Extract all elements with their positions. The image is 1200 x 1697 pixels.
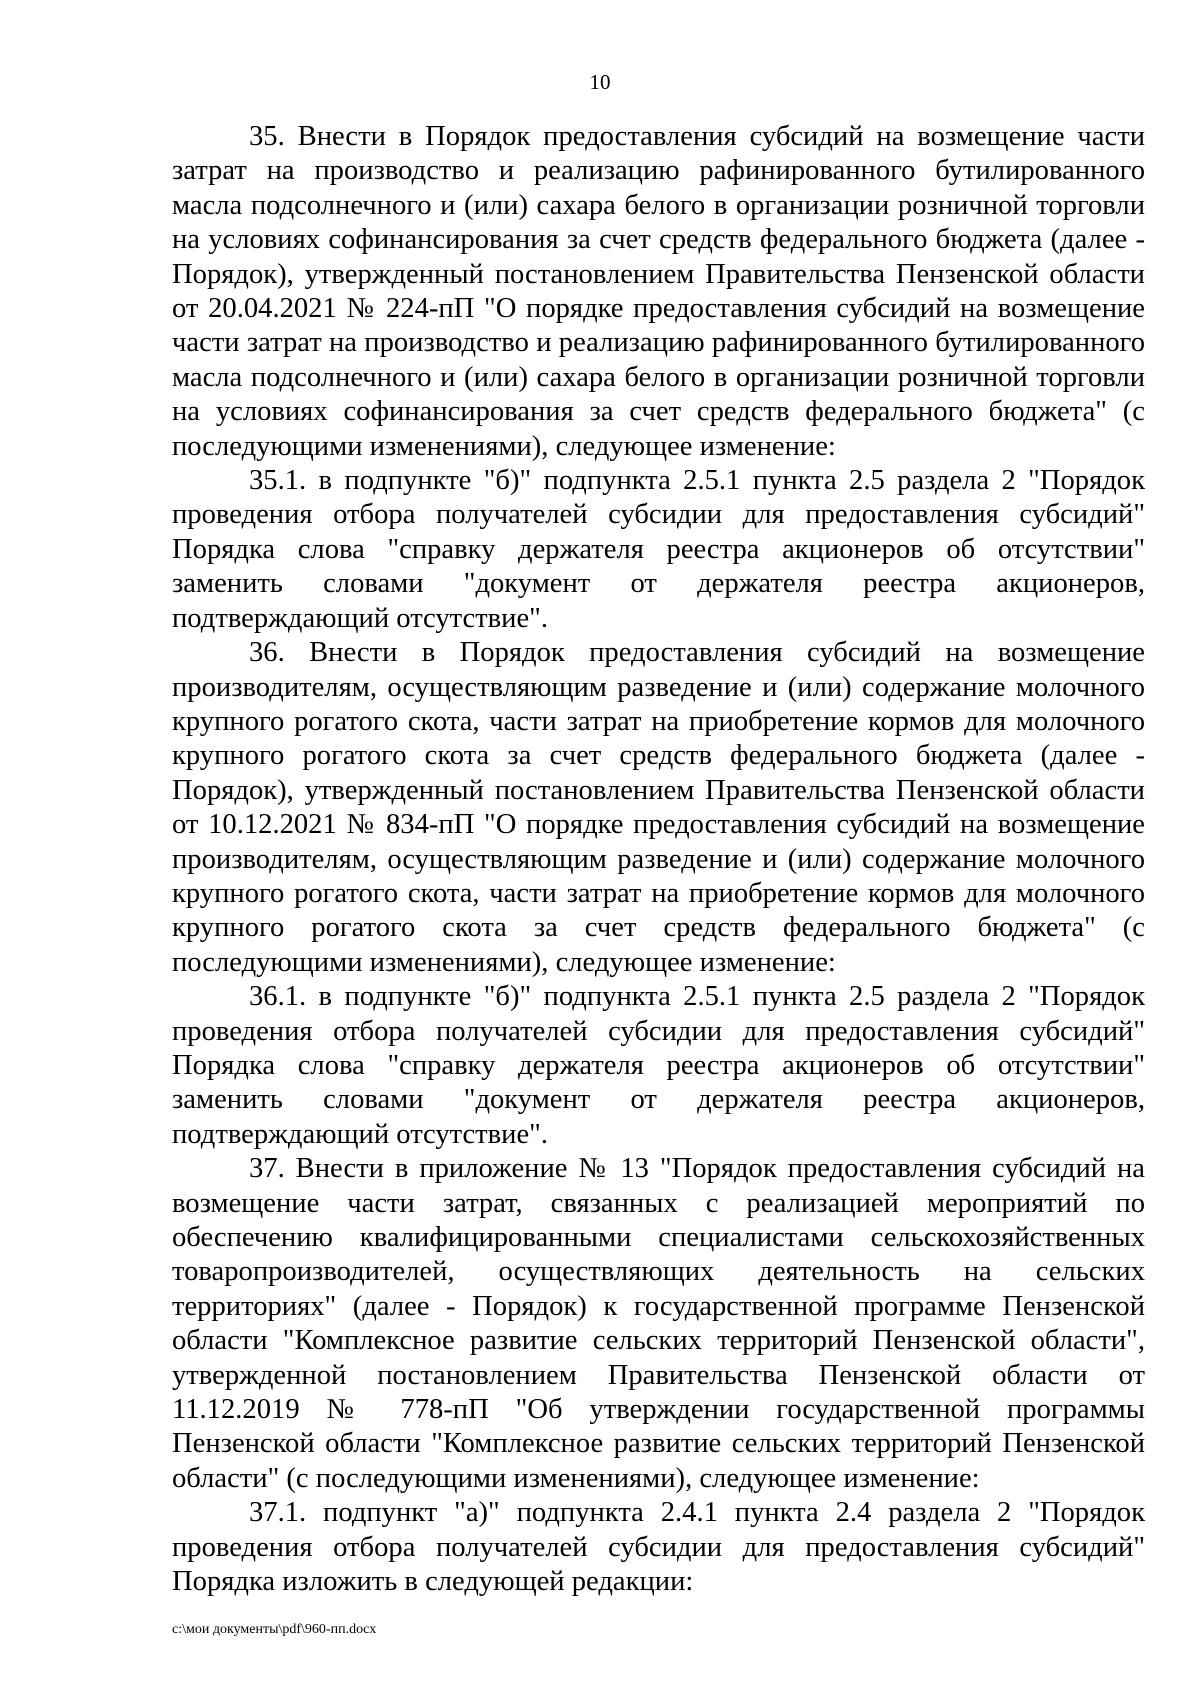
paragraph-35: 35. Внести в Порядок предоставления субсидий на возмещение части затрат на производство и реализацию рафинированного бутилированного масла подсолнечного и (или) сахара белого в организации розничной торговли на условиях софинансирования за счет средств федерального бюджета (далее - Порядок), утвержденный постановлением Правительства Пензенской области от 20.04.2021 № 224-пП "О порядке предоставления субсидий на возмещение части затрат на производство и реализацию рафинированного бутилированного масла подсолнечного и (или) сахара белого в организации розничной торговли на условиях софинансирования за счет средств федерального бюджета" (с последующими изменениями), следующее изменение: [172, 121, 1145, 462]
paragraph-36-1: 36.1. в подпункте "б)" подпункта 2.5.1 пункта 2.5 раздела 2 "Порядок проведения отбора получателей субсидии для предоставления субсидий" Порядка слова "справку держателя реестра акционеров об отсутствии" заменить словами "документ от держателя реестра акционеров, подтверждающий отсутствие". [172, 981, 1145, 1150]
paragraph-35-1: 35.1. в подпункте "б)" подпункта 2.5.1 пункта 2.5 раздела 2 "Порядок проведения отбора получателей субсидии для предоставления субсидий" Порядка слова "справку держателя реестра акционеров об отсутствии" заменить словами "документ от держателя реестра акционеров, подтверждающий отсутствие". [172, 465, 1145, 634]
paragraph-37: 37. Внести в приложение № 13 "Порядок предоставления субсидий на возмещение части затрат, связанных с реализацией мероприятий по обеспечению квалифицированными специалистами сельскохозяйственных товаропроизводителей, осуществляющих деятельность на сельских территориях" (далее - Порядок) к государственной программе Пензенской области "Комплексное развитие сельских территорий Пензенской области", утвержденной постановлением Правительства Пензенской области от 11.12.2019 № 778-пП "Об утверждении государственной программы Пензенской области "Комплексное развитие сельских территорий Пензенской области" (с последующими изменениями), следующее изменение: [172, 1153, 1145, 1494]
paragraph-36: 36. Внести в Порядок предоставления субсидий на возмещение производителям, осуществляющим разведение и (или) содержание молочного крупного рогатого скота, части затрат на приобретение кормов для молочного крупного рогатого скота за счет средств федерального бюджета (далее - Порядок), утвержденный постановлением Правительства Пензенской области от 10.12.2021 № 834-пП "О порядке предоставления субсидий на возмещение производителям, осуществляющим разведение и (или) содержание молочного крупного рогатого скота, части затрат на приобретение кормов для молочного крупного рогатого скота за счет средств федерального бюджета" (с последующими изменениями), следующее изменение: [172, 637, 1145, 978]
page-number: 10 [589, 70, 611, 94]
document-body [172, 120, 1145, 1599]
paragraph-37-1: 37.1. подпункт "а)" подпункта 2.4.1 пункта 2.4 раздела 2 "Порядок проведения отбора получателей субсидии для предоставления субсидий" Порядка изложить в следующей редакции: [172, 1497, 1145, 1598]
footer-file-path: c:\мои документы\pdf\960-пп.docx [172, 1622, 377, 1637]
